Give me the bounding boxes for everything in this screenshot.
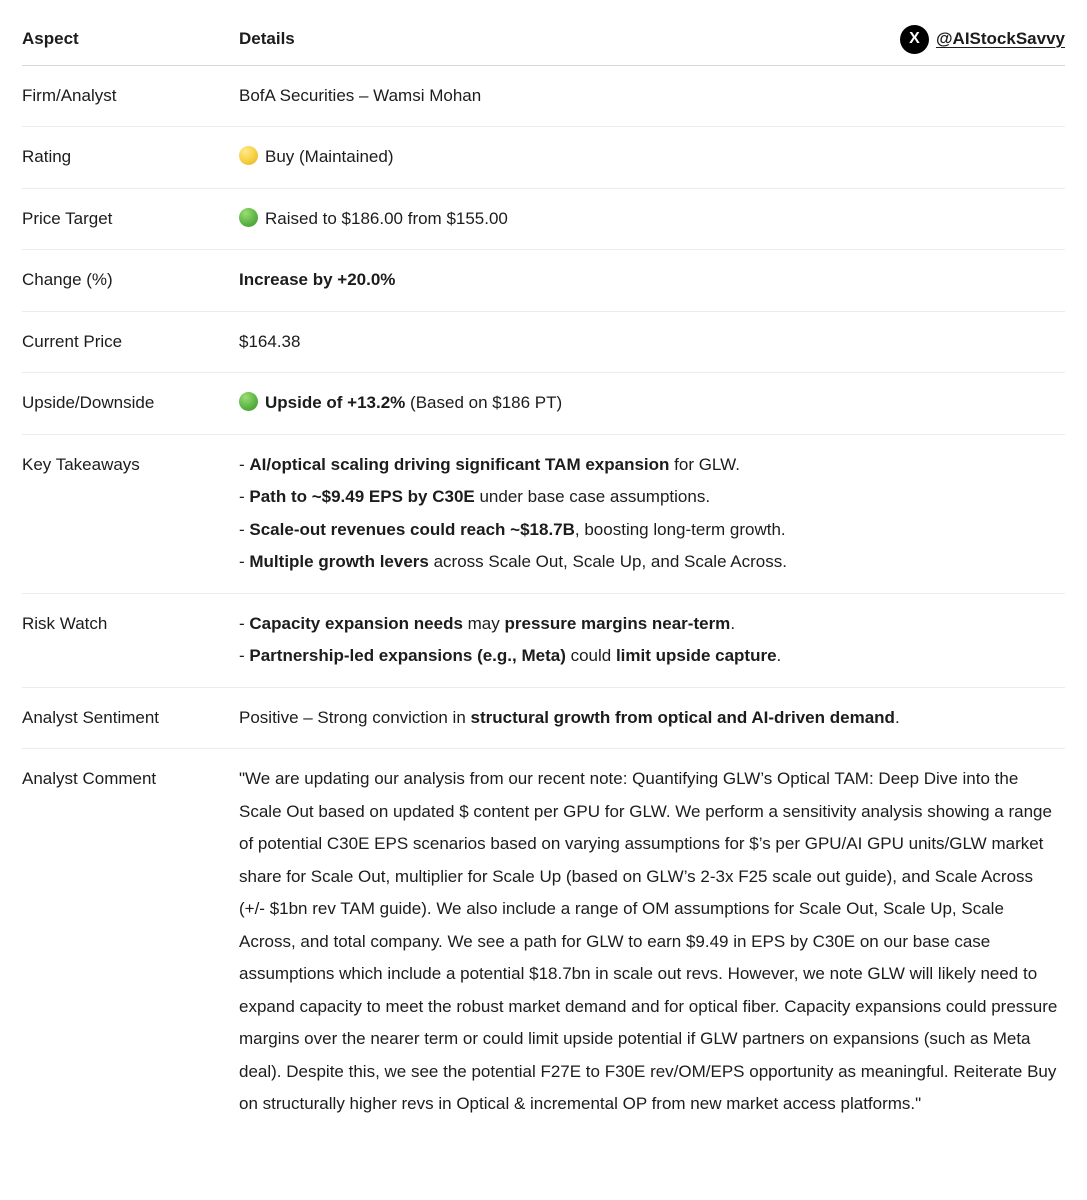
detail-line	[239, 546, 1063, 579]
details-cell	[239, 608, 1065, 673]
detail-text: .	[776, 646, 782, 665]
detail-text: for GLW.	[669, 454, 740, 474]
table-row-analyst-comment	[22, 749, 1065, 1135]
aspect-label: Firm/Analyst	[22, 85, 117, 105]
table-row-analyst-sentiment	[22, 688, 1065, 750]
detail-text-bold: pressure margins near-term	[504, 613, 731, 633]
aspect-column-header: Aspect	[22, 29, 79, 48]
detail-text-bold: limit upside capture	[615, 646, 777, 665]
detail-line	[239, 481, 1063, 514]
table-row-current-price	[22, 312, 1065, 374]
details-cell	[239, 449, 1065, 579]
detail-text-bold: structural growth from optical and AI-driven demand	[470, 707, 895, 727]
table-row-upside-downside	[22, 373, 1065, 435]
detail-text: Raised to $186.00 from $155.00	[265, 208, 508, 228]
detail-text: -	[239, 552, 250, 571]
detail-text: $164.38	[239, 331, 301, 351]
detail-text: -	[239, 519, 250, 539]
detail-line	[239, 449, 1063, 482]
details-cell	[239, 387, 1065, 420]
aspect-label: Upside/Downside	[22, 393, 155, 412]
detail-text: may	[462, 613, 505, 633]
green-dot-icon	[239, 208, 258, 227]
detail-text: .	[894, 707, 900, 727]
aspect-label: Price Target	[22, 208, 113, 228]
details-cell	[239, 763, 1065, 1121]
detail-text: BofA Securities – Wamsi Mohan	[239, 85, 482, 105]
detail-text-bold: Increase by +20.0%	[239, 270, 396, 289]
detail-text-bold: Scale-out revenues could reach ~$18.7B	[249, 519, 575, 539]
details-cell	[239, 80, 1065, 113]
detail-line	[239, 387, 1063, 420]
detail-line	[239, 80, 1063, 113]
table-row-key-takeaways	[22, 435, 1065, 594]
detail-text: under base case assumptions.	[474, 487, 711, 506]
detail-text: "We are updating our analysis from our recent note: Quantifying GLW’s Optical TAM: Deep Dive into the Scale Out based on updated $ content per GPU for GLW. We perform a sensitivity analysis showing a range of potential C30E EPS scenarios based on varying assumptions for $’s per GPU/AI GPU units/GLW market share for Scale Out, multiplier for Scale Up (based on GLW’s 2-3x F25 scale out guide), and Scale Across (+/- $1bn rev TAM guide). We also include a range of OM assumptions for Scale Out, Scale Up, Scale Across, and total company. We see a path for GLW to earn $9.49 in EPS by C30E on our base case assumptions which include a potential $18.7bn in scale out revs. However, we note GLW will likely need to expand capacity to meet the robust market demand and for optical fiber. Capacity expansions could pressure margins over the nearer term or could limit upside potential if GLW partners on expansions (such as Meta deal). Despite this, we see the potential F27E to F30E rev/OM/EPS opportunity as meaningful. Reiterate Buy on structurally higher revs in Optical & incremental OP from new market access platforms."	[239, 769, 1058, 1113]
details-cell	[239, 141, 1065, 174]
detail-text: , boosting long-term growth.	[574, 519, 786, 539]
table-header-row	[22, 0, 1065, 66]
x-handle-link[interactable]: @AIStockSavvy	[935, 29, 1065, 48]
green-dot-icon	[239, 392, 258, 411]
details-cell	[239, 264, 1065, 297]
x-logo-icon	[900, 25, 929, 54]
aspect-label: Current Price	[22, 331, 123, 351]
detail-text-bold: Capacity expansion needs	[249, 613, 463, 633]
details-cell	[239, 203, 1065, 236]
aspect-label: Analyst Sentiment	[22, 707, 160, 727]
aspect-label: Risk Watch	[22, 613, 108, 633]
detail-text: Positive – Strong conviction in	[239, 707, 471, 727]
detail-line	[239, 514, 1063, 547]
detail-text-bold: Multiple growth levers	[249, 552, 429, 571]
details-cell	[239, 702, 1065, 735]
details-column-header-wrap	[239, 23, 1065, 56]
detail-text: could	[565, 646, 616, 665]
detail-text-bold: AI/optical scaling driving significant TAM expansion	[249, 454, 670, 474]
detail-line	[239, 640, 1063, 673]
detail-line	[239, 141, 1063, 174]
detail-text: -	[239, 454, 250, 474]
x-logo-glyph: X	[909, 30, 920, 48]
aspect-label: Analyst Comment	[22, 769, 157, 788]
detail-text: -	[239, 487, 250, 506]
x-account-badge[interactable]	[900, 23, 1065, 56]
table-row-firm-analyst	[22, 66, 1065, 128]
detail-line	[239, 608, 1063, 641]
detail-text-bold: Upside of +13.2%	[265, 393, 406, 412]
detail-line	[239, 264, 1063, 297]
detail-line	[239, 203, 1063, 236]
detail-text: Buy (Maintained)	[265, 147, 394, 166]
yellow-dot-icon	[239, 146, 258, 165]
detail-line	[239, 763, 1063, 1121]
aspect-label: Key Takeaways	[22, 454, 140, 474]
table-row-price-target	[22, 189, 1065, 251]
detail-text: -	[239, 613, 250, 633]
detail-line	[239, 326, 1063, 359]
table-row-risk-watch	[22, 594, 1065, 688]
detail-text-bold: Path to ~$9.49 EPS by C30E	[249, 487, 475, 506]
details-column-header: Details	[239, 29, 295, 48]
table-row-change-pct	[22, 250, 1065, 312]
aspect-label: Change (%)	[22, 270, 113, 289]
detail-text: (Based on $186 PT)	[405, 393, 563, 412]
detail-text: -	[239, 646, 250, 665]
detail-text: across Scale Out, Scale Up, and Scale Across.	[428, 552, 787, 571]
table-row-rating	[22, 127, 1065, 189]
aspect-label: Rating	[22, 147, 72, 166]
detail-text: .	[730, 613, 736, 633]
details-cell	[239, 326, 1065, 359]
detail-text-bold: Partnership-led expansions (e.g., Meta)	[249, 646, 566, 665]
detail-line	[239, 702, 1063, 735]
